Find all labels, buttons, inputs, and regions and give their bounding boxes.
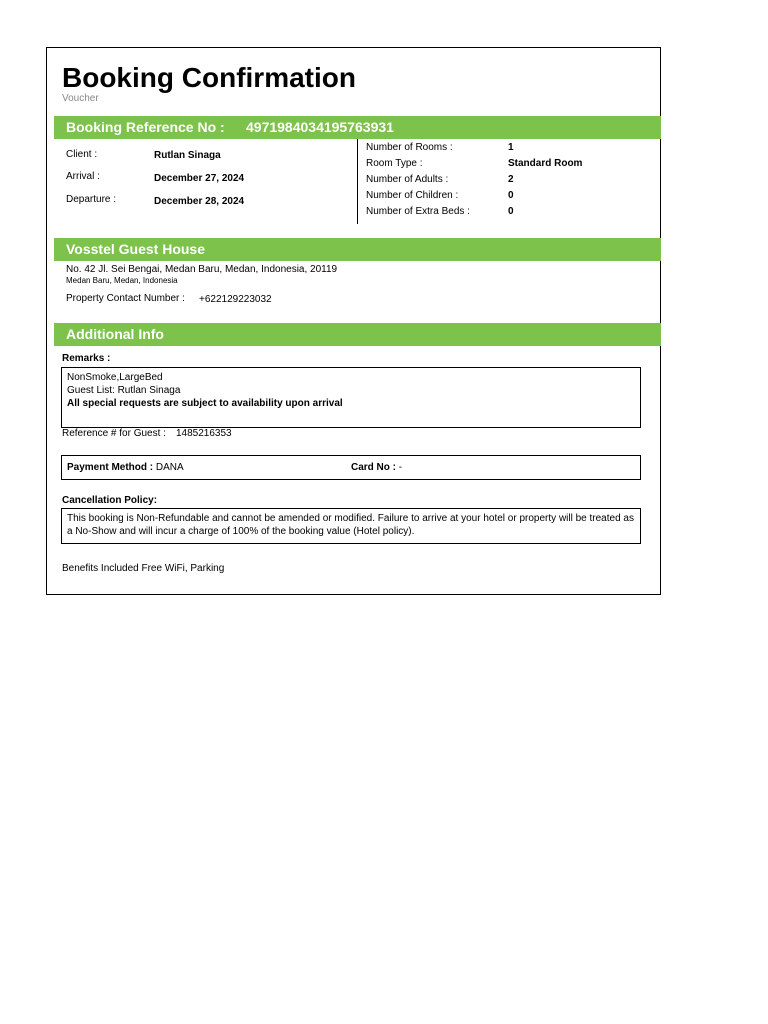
room-type-value: Standard Room [508,158,583,169]
cancellation-text: This booking is Non-Refundable and cannot be amended or modified. Failure to arrive at your hotel or property will be treated as a No-Show and will incur a charge of 100% of the booking value (Hotel policy). [67,513,634,537]
departure-label: Departure : [66,194,117,205]
extra-beds-value: 0 [508,206,514,217]
adults-value: 2 [508,174,514,185]
cancellation-label: Cancellation Policy: [62,495,158,506]
arrival-label: Arrival : [66,171,100,182]
property-contact-value: +622129223032 [199,294,272,305]
card-number-value: - [398,462,403,473]
column-divider [357,139,358,224]
benefits-text: Benefits Included Free WiFi, Parking [62,563,225,574]
booking-reference-bar [54,116,661,139]
remarks-line: NonSmoke,LargeBed [67,372,163,383]
page-subtitle: Voucher [62,93,99,104]
adults-label: Number of Adults : [366,174,449,185]
payment-method-label: Payment Method : [67,462,154,473]
children-label: Number of Children : [366,190,459,201]
departure-value: December 28, 2024 [154,196,245,207]
property-address: No. 42 Jl. Sei Bengai, Medan Baru, Medan, Indonesia, 20119 [66,264,338,275]
extra-beds-label: Number of Extra Beds : [366,206,470,217]
guest-reference-value: 1485216353 [176,428,232,439]
rooms-value: 1 [508,142,514,153]
room-type-label: Room Type : [366,158,423,169]
page-title: Booking Confirmation [62,62,356,93]
card-number-label: Card No : [351,462,396,473]
client-label: Client : [66,149,98,160]
remarks-label: Remarks : [62,353,111,364]
arrival-value: December 27, 2024 [154,173,245,184]
property-address-secondary: Medan Baru, Medan, Indonesia [66,276,178,285]
remarks-box [61,367,641,428]
remarks-line: Guest List: Rutlan Sinaga [67,385,181,396]
guest-reference-label: Reference # for Guest : [62,428,166,439]
additional-info-title: Additional Info [66,326,164,342]
remarks-note: All special requests are subject to availability upon arrival [67,398,343,409]
property-contact-label: Property Contact Number : [66,293,185,304]
rooms-label: Number of Rooms : [366,142,453,153]
children-value: 0 [508,190,514,201]
payment-method [67,461,184,474]
cancellation-box [61,508,641,544]
additional-info-bar [54,323,661,346]
payment-method-value: DANA [155,462,184,473]
property-name: Vosstel Guest House [66,241,206,257]
property-name-bar [54,238,661,261]
booking-reference-label: Booking Reference No : [66,119,225,135]
booking-reference-number: 4971984034195763931 [246,119,394,135]
booking-voucher [46,47,661,595]
card-number [351,461,402,474]
client-value: Rutlan Sinaga [154,150,221,161]
payment-box [61,455,641,480]
